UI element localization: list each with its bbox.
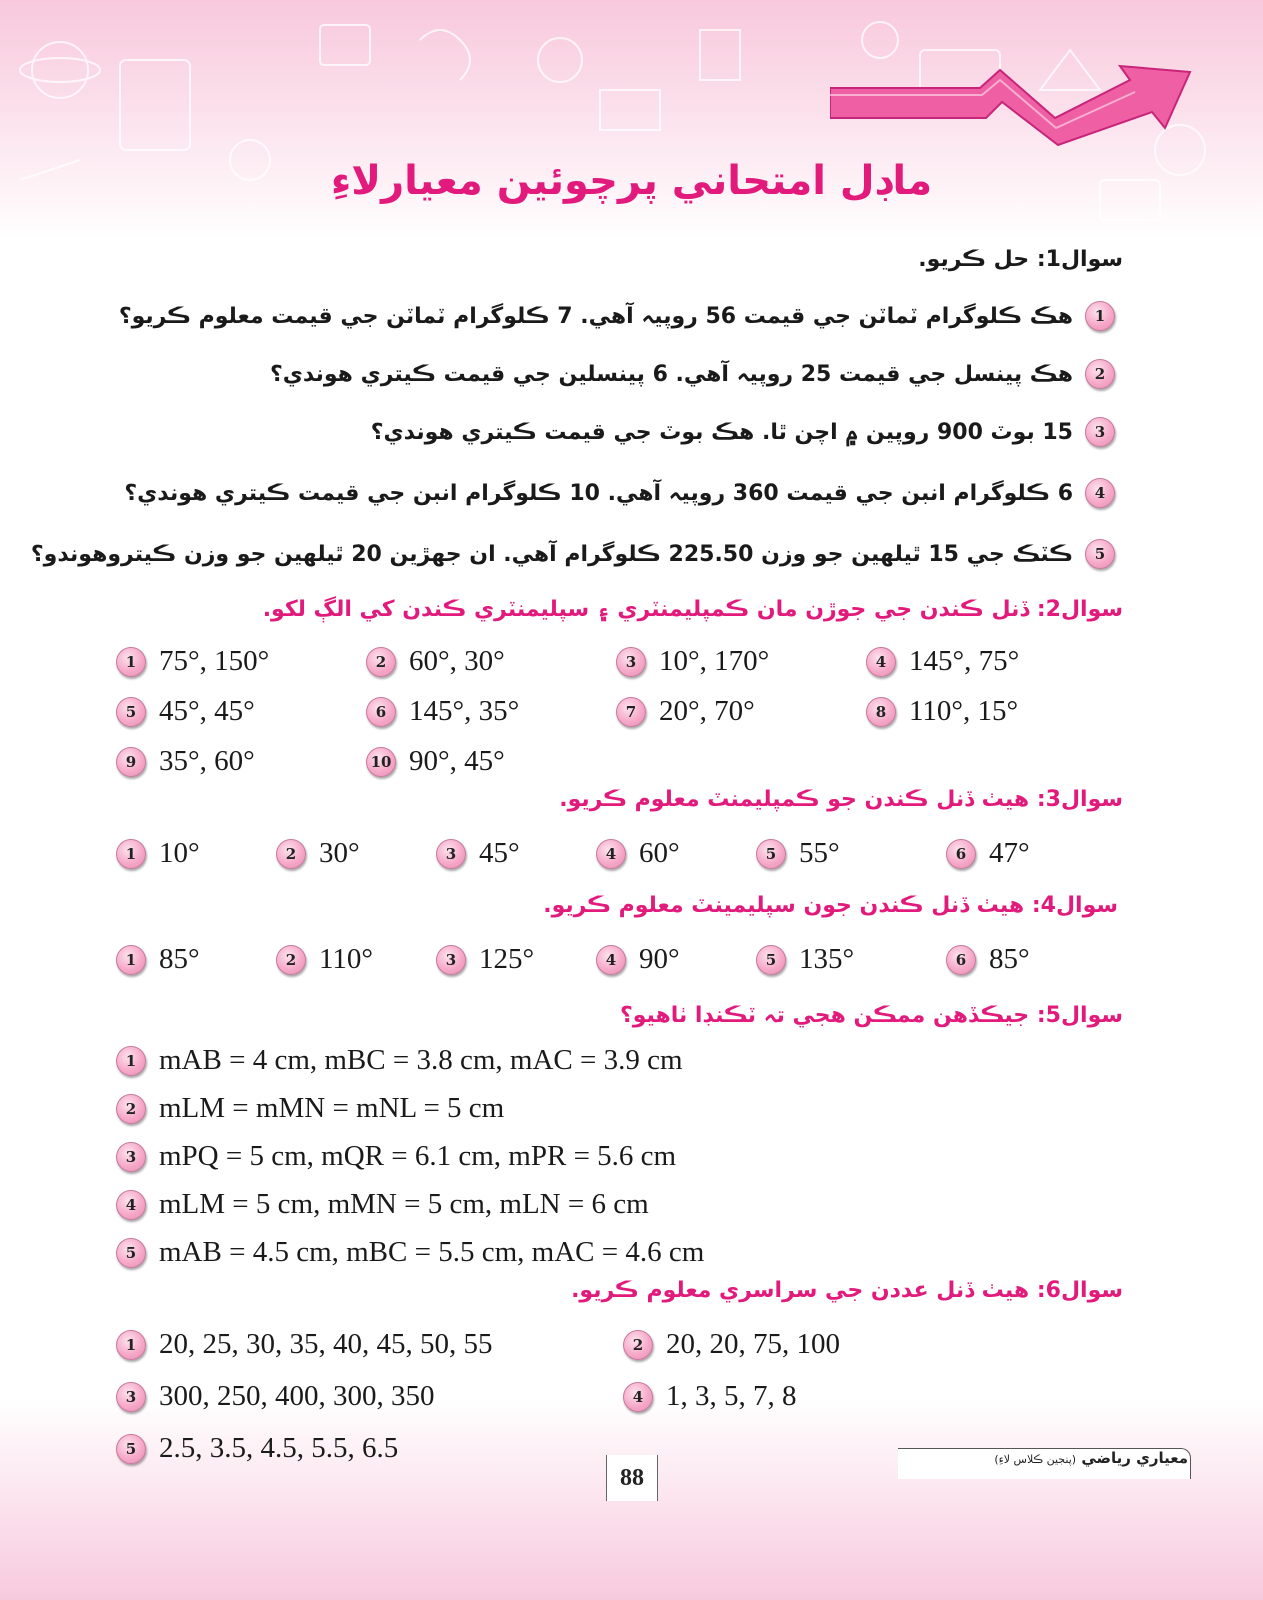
angle-value: 135° — [799, 943, 855, 975]
book-name: معياري رياضي — [1081, 1449, 1188, 1467]
item-number-badge: 2 — [116, 1094, 146, 1124]
angle-pair-value: 90°, 45° — [409, 745, 505, 777]
item-number-badge: 1 — [116, 647, 146, 677]
question-2-item-5 — [116, 695, 255, 728]
item-number-badge: 4 — [596, 945, 626, 975]
item-number-badge: 6 — [946, 945, 976, 975]
angle-value: 110° — [319, 943, 374, 975]
item-number-badge: 1 — [116, 1330, 146, 1360]
item-number-badge: 8 — [866, 697, 896, 727]
item-number-badge: 5 — [756, 839, 786, 869]
question-5-item-2 — [116, 1092, 504, 1125]
page-title: ماڊل امتحاني پرچوئين معيارلاءِ — [330, 158, 933, 204]
angle-pair-value: 35°, 60° — [159, 745, 255, 777]
footer-book-label — [898, 1448, 1191, 1479]
item-number-badge: 3 — [616, 647, 646, 677]
angle-pair-value: 110°, 15° — [909, 695, 1019, 727]
question-6-item-5 — [116, 1432, 398, 1465]
angle-pair-value: 10°, 170° — [659, 645, 770, 677]
question-3-heading: سوال3: هيٺ ڏنل ڪندن جو ڪمپليمنٽ معلوم ڪريو. — [559, 787, 1123, 812]
angle-value: 30° — [319, 837, 360, 869]
item-number-badge: 9 — [116, 747, 146, 777]
question-1-item-4 — [124, 478, 1115, 508]
question-2-heading: سوال2: ڏنل ڪندن جي جوڙن مان ڪمپليمنٽري ۽ سپليمنٽري ڪندن کي الڳ لکو. — [262, 597, 1123, 622]
number-list: 300, 250, 400, 300, 350 — [159, 1380, 435, 1412]
question-5-item-1 — [116, 1044, 683, 1077]
item-number-badge: 3 — [116, 1382, 146, 1412]
angle-value: 10° — [159, 837, 200, 869]
page-number: 88 — [606, 1455, 658, 1501]
question-1-item-5 — [31, 539, 1115, 569]
triangle-measurements: mLM = 5 cm, mMN = 5 cm, mLN = 6 cm — [159, 1188, 649, 1220]
angle-pair-value: 45°, 45° — [159, 695, 255, 727]
question-5-item-5 — [116, 1236, 704, 1269]
item-number-badge: 2 — [623, 1330, 653, 1360]
item-number-badge: 5 — [1085, 539, 1115, 569]
pink-arrow-decoration — [830, 50, 1210, 150]
question-1-item-4-text: 6 ڪلوگرام انبن جي قيمت 360 روپيہ آهي. 10 ڪلوگرام انبن جي قيمت ڪيتري هوندي؟ — [124, 480, 1073, 506]
angle-pair-value: 145°, 75° — [909, 645, 1020, 677]
item-number-badge: 2 — [276, 839, 306, 869]
angle-pair-value: 20°, 70° — [659, 695, 755, 727]
triangle-measurements: mPQ = 5 cm, mQR = 6.1 cm, mPR = 5.6 cm — [159, 1140, 677, 1172]
question-5-item-4 — [116, 1188, 649, 1221]
question-2-item-1 — [116, 645, 269, 678]
question-1-item-2 — [270, 359, 1115, 389]
question-1-item-5-text: ڪٽڪ جي 15 ٿيلهين جو وزن 225.50 ڪلوگرام آهي. ان جهڙين 20 ٿيلهين جو وزن ڪيتروهوندو؟ — [30, 541, 1073, 567]
footer-book-title — [994, 1449, 1188, 1467]
question-1-item-3 — [371, 417, 1115, 447]
item-number-badge: 5 — [116, 697, 146, 727]
question-4-item-1 — [116, 943, 200, 976]
number-list: 20, 25, 30, 35, 40, 45, 50, 55 — [159, 1328, 493, 1360]
triangle-measurements: mAB = 4 cm, mBC = 3.8 cm, mAC = 3.9 cm — [159, 1044, 683, 1076]
question-3-item-5 — [756, 837, 840, 870]
number-list: 2.5, 3.5, 4.5, 5.5, 6.5 — [159, 1432, 399, 1464]
item-number-badge: 2 — [366, 647, 396, 677]
question-5-heading: سوال5: جيڪڏهن ممڪن هجي تہ ٽڪنڊا ٺاهيو؟ — [619, 1003, 1123, 1028]
item-number-badge: 4 — [1085, 478, 1115, 508]
question-5-item-3 — [116, 1140, 676, 1173]
question-2-item-7 — [616, 695, 755, 728]
item-number-badge: 3 — [1085, 417, 1115, 447]
question-6-item-3 — [116, 1380, 435, 1413]
angle-value: 90° — [639, 943, 680, 975]
question-3-item-2 — [276, 837, 360, 870]
question-3-item-1 — [116, 837, 200, 870]
item-number-badge: 5 — [116, 1238, 146, 1268]
angle-value: 85° — [159, 943, 200, 975]
item-number-badge: 4 — [866, 647, 896, 677]
question-4-heading: سوال4: هيٺ ڏنل ڪندن جون سپليمينٽ معلوم ڪريو. — [543, 893, 1118, 918]
item-number-badge: 3 — [436, 945, 466, 975]
angle-value: 47° — [989, 837, 1030, 869]
item-number-badge: 1 — [116, 945, 146, 975]
item-number-badge: 7 — [616, 697, 646, 727]
item-number-badge: 6 — [366, 697, 396, 727]
angle-pair-value: 145°, 35° — [409, 695, 520, 727]
question-3-item-3 — [436, 837, 520, 870]
question-2-item-9 — [116, 745, 255, 778]
triangle-measurements: mLM = mMN = mNL = 5 cm — [159, 1092, 505, 1124]
item-number-badge: 1 — [1085, 301, 1115, 331]
question-1-item-1-text: هڪ ڪلوگرام ٽماٽن جي قيمت 56 روپيہ آهي. 7 ڪلوگرام ٽماٽن جي قيمت معلوم ڪريو؟ — [118, 303, 1073, 329]
question-1-heading: سوال1: حل ڪريو. — [918, 247, 1123, 272]
triangle-measurements: mAB = 4.5 cm, mBC = 5.5 cm, mAC = 4.6 cm — [159, 1236, 705, 1268]
question-4-item-2 — [276, 943, 373, 976]
angle-pair-value: 75°, 150° — [159, 645, 270, 677]
number-list: 1, 3, 5, 7, 8 — [666, 1380, 797, 1412]
question-1-item-3-text: 15 بوٽ 900 روپين ۾ اچن ٿا. هڪ بوٽ جي قيمت ڪيتري هوندي؟ — [370, 419, 1073, 445]
item-number-badge: 5 — [116, 1434, 146, 1464]
item-number-badge: 1 — [116, 1046, 146, 1076]
question-2-item-6 — [366, 695, 519, 728]
item-number-badge: 3 — [436, 839, 466, 869]
item-number-badge: 4 — [623, 1382, 653, 1412]
question-2-item-2 — [366, 645, 505, 678]
question-1-item-2-text: هڪ پينسل جي قيمت 25 روپيہ آهي. 6 پينسلين جي قيمت ڪيتري هوندي؟ — [269, 361, 1073, 387]
item-number-badge: 5 — [756, 945, 786, 975]
item-number-badge: 1 — [116, 839, 146, 869]
question-4-item-3 — [436, 943, 534, 976]
question-2-item-4 — [866, 645, 1019, 678]
item-number-badge: 6 — [946, 839, 976, 869]
question-2-item-10 — [366, 745, 505, 778]
number-list: 20, 20, 75, 100 — [666, 1328, 840, 1360]
angle-value: 125° — [479, 943, 535, 975]
question-2-item-3 — [616, 645, 769, 678]
item-number-badge: 3 — [116, 1142, 146, 1172]
question-4-item-4 — [596, 943, 680, 976]
question-2-item-8 — [866, 695, 1018, 728]
item-number-badge: 2 — [1085, 359, 1115, 389]
angle-pair-value: 60°, 30° — [409, 645, 505, 677]
item-number-badge: 2 — [276, 945, 306, 975]
question-3-item-6 — [946, 837, 1030, 870]
angle-value: 85° — [989, 943, 1030, 975]
item-number-badge: 4 — [116, 1190, 146, 1220]
question-6-heading: سوال6: هيٺ ڏنل عددن جي سراسري معلوم ڪريو. — [571, 1278, 1123, 1303]
item-number-badge: 10 — [366, 747, 396, 777]
question-4-item-6 — [946, 943, 1030, 976]
angle-value: 55° — [799, 837, 840, 869]
book-class: (پنجين ڪلاس لاءِ) — [994, 1453, 1077, 1466]
question-6-item-2 — [623, 1328, 840, 1361]
question-6-item-4 — [623, 1380, 797, 1413]
item-number-badge: 4 — [596, 839, 626, 869]
question-4-item-5 — [756, 943, 854, 976]
angle-value: 45° — [479, 837, 520, 869]
angle-value: 60° — [639, 837, 680, 869]
question-1-item-1 — [119, 301, 1115, 331]
question-6-item-1 — [116, 1328, 493, 1361]
question-3-item-4 — [596, 837, 680, 870]
